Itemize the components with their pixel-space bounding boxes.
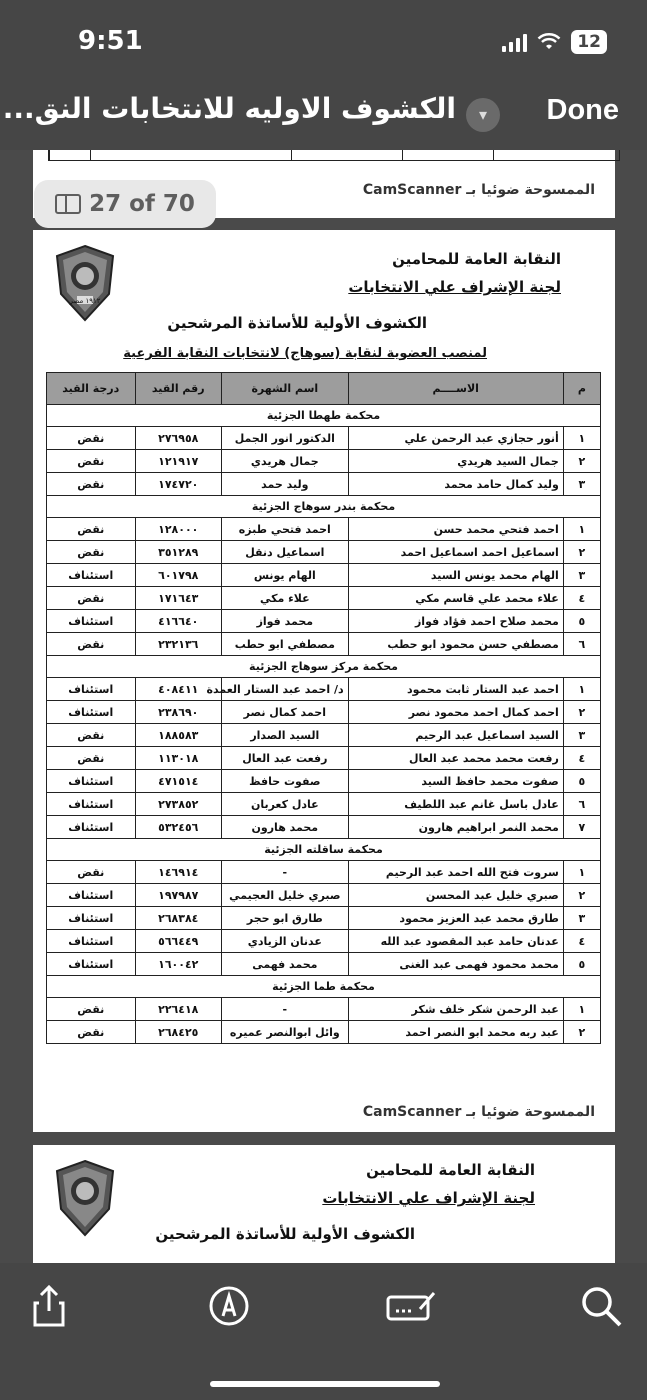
cell-reg: ٤٧١٥١٤: [135, 770, 221, 793]
committee-name: لجنة الإشراف علي الانتخابات: [348, 278, 561, 296]
court-name: محكمة ساقلته الجزئية: [47, 839, 601, 861]
court-row: [47, 496, 601, 518]
cell-reg: ٢٣٨٦٩٠: [135, 701, 221, 724]
table-row: [47, 770, 601, 793]
cell-fame: اسماعيل دنقل: [221, 541, 348, 564]
cell-reg: ٢٧٣٨٥٢: [135, 793, 221, 816]
table-row: [47, 724, 601, 747]
done-button[interactable]: Done: [546, 94, 619, 126]
court-row: [47, 656, 601, 678]
cell-name: اسماعيل احمد اسماعيل احمد: [348, 541, 563, 564]
cell-reg: ٥٣٢٤٥٦: [135, 816, 221, 839]
bar-association-logo-next: [53, 1159, 117, 1237]
cell-num: ٢: [563, 884, 600, 907]
cell-name: مصطفي حسن محمود ابو حطب: [348, 633, 563, 656]
wifi-icon: [537, 33, 561, 51]
status-icons: [502, 30, 607, 54]
scanner-note: الممسوحة ضوئيا بـ CamScanner: [362, 182, 595, 198]
cell-num: ١: [563, 427, 600, 450]
battery-indicator: 12: [571, 30, 607, 54]
table-row: [47, 747, 601, 770]
cell-degree: استئناف: [47, 816, 136, 839]
cell-fame: محمد فواز: [221, 610, 348, 633]
cell-degree: نقض: [47, 473, 136, 496]
candidates-table: [46, 372, 601, 1044]
table-row: [47, 884, 601, 907]
status-time: 9:51: [78, 26, 143, 56]
cell-fame: صبري خليل العجيمي: [221, 884, 348, 907]
cell-name: صبري خليل عبد المحسن: [348, 884, 563, 907]
cell-fame: وائل ابوالنصر عميره: [221, 1021, 348, 1044]
table-body: [47, 405, 601, 1044]
cell-degree: استئناف: [47, 770, 136, 793]
cell-num: ٦: [563, 633, 600, 656]
cell-degree: استئناف: [47, 701, 136, 724]
committee-name-next: لجنة الإشراف علي الانتخابات: [322, 1189, 535, 1207]
previous-table-fragment: [48, 150, 620, 161]
cell-fame: -: [221, 998, 348, 1021]
cell-reg: ١٢١٩١٧: [135, 450, 221, 473]
cell-num: ٤: [563, 747, 600, 770]
cell-fame: علاء مكي: [221, 587, 348, 610]
search-icon[interactable]: [576, 1281, 626, 1331]
cell-reg: ١٧٤٧٢٠: [135, 473, 221, 496]
table-row: [47, 816, 601, 839]
cell-fame: د/ احمد عبد الستار العمدة: [221, 678, 348, 701]
header-num: م: [563, 373, 600, 405]
cell-degree: استئناف: [47, 793, 136, 816]
top-bar: [0, 0, 647, 150]
logo-text: ١٩١٢ مصر: [69, 297, 101, 305]
cell-fame: الدكتور انور الجمل: [221, 427, 348, 450]
cell-name: عدنان حامد عبد المقصود عبد الله: [348, 930, 563, 953]
table-row: [47, 427, 601, 450]
cell-degree: استئناف: [47, 930, 136, 953]
org-name-next: النقابة العامة للمحامين: [366, 1161, 535, 1179]
cell-name: جمال السيد هريدي: [348, 450, 563, 473]
cell-fame: صفوت حافظ: [221, 770, 348, 793]
cell-fame: -: [221, 861, 348, 884]
cell-num: ١: [563, 678, 600, 701]
table-row: [47, 610, 601, 633]
cell-degree: نقض: [47, 587, 136, 610]
court-name: محكمة مركز سوهاج الجزئية: [47, 656, 601, 678]
court-name: محكمة بندر سوهاج الجزئية: [47, 496, 601, 518]
cell-degree: نقض: [47, 518, 136, 541]
cell-degree: استئناف: [47, 564, 136, 587]
cell-degree: نقض: [47, 541, 136, 564]
cell-num: ١: [563, 998, 600, 1021]
cell-num: ٥: [563, 953, 600, 976]
cell-fame: الهام يونس: [221, 564, 348, 587]
cell-reg: ٢٦٨٤٢٥: [135, 1021, 221, 1044]
cell-num: ٧: [563, 816, 600, 839]
cell-reg: ١٩٧٩٨٧: [135, 884, 221, 907]
cell-name: وليد كمال حامد محمد: [348, 473, 563, 496]
cell-degree: نقض: [47, 450, 136, 473]
court-name: محكمة طما الجزئية: [47, 976, 601, 998]
markup-icon[interactable]: [204, 1281, 254, 1331]
chevron-down-icon[interactable]: ▾: [466, 98, 500, 132]
cell-name: عادل باسل غانم عبد اللطيف: [348, 793, 563, 816]
cell-degree: نقض: [47, 747, 136, 770]
cell-num: ٤: [563, 930, 600, 953]
cell-name: عبد ربه محمد ابو النصر احمد: [348, 1021, 563, 1044]
cell-reg: ٥٦٦٤٤٩: [135, 930, 221, 953]
cell-degree: نقض: [47, 633, 136, 656]
cell-reg: ٢٦٨٣٨٤: [135, 907, 221, 930]
cell-num: ٣: [563, 724, 600, 747]
cell-reg: ١٦٠٠٤٢: [135, 953, 221, 976]
cell-num: ٦: [563, 793, 600, 816]
cell-name: عبد الرحمن شكر خلف شكر: [348, 998, 563, 1021]
cell-name: أنور حجازي عبد الرحمن علي: [348, 427, 563, 450]
cell-reg: ٢٧٦٩٥٨: [135, 427, 221, 450]
table-row: [47, 953, 601, 976]
cell-reg: ١٢٨٠٠٠: [135, 518, 221, 541]
court-row: [47, 976, 601, 998]
share-icon[interactable]: [24, 1281, 74, 1331]
org-name: النقابة العامة للمحامين: [392, 250, 561, 268]
cell-fame: احمد كمال نصر: [221, 701, 348, 724]
cell-reg: ٤١٦٦٤٠: [135, 610, 221, 633]
cell-fame: وليد حمد: [221, 473, 348, 496]
bottom-toolbar: [0, 1263, 647, 1400]
header-name: الاســــم: [348, 373, 563, 405]
signature-icon[interactable]: [386, 1281, 436, 1331]
table-row: [47, 861, 601, 884]
cell-num: ٤: [563, 587, 600, 610]
court-name: محكمة طهطا الجزئية: [47, 405, 601, 427]
page-indicator-label: 27 of 70: [89, 191, 195, 217]
table-row: [47, 793, 601, 816]
cell-num: ٢: [563, 701, 600, 724]
court-row: [47, 839, 601, 861]
cell-reg: ٤٠٨٤١١: [135, 678, 221, 701]
cell-degree: استئناف: [47, 610, 136, 633]
cell-num: ٣: [563, 907, 600, 930]
cell-name: احمد عبد الستار ثابت محمود: [348, 678, 563, 701]
cell-fame: مصطفي ابو حطب: [221, 633, 348, 656]
table-row: [47, 1021, 601, 1044]
cell-reg: ٦٠١٧٩٨: [135, 564, 221, 587]
sidebar-icon: [55, 194, 81, 214]
cell-name: احمد كمال احمد محمود نصر: [348, 701, 563, 724]
cell-degree: استئناف: [47, 907, 136, 930]
cell-name: احمد فتحي محمد حسن: [348, 518, 563, 541]
cell-num: ٥: [563, 610, 600, 633]
cell-num: ٢: [563, 450, 600, 473]
table-row: [47, 518, 601, 541]
cell-reg: ٢٣٢١٣٦: [135, 633, 221, 656]
cell-reg: ١٨٨٥٨٣: [135, 724, 221, 747]
cell-name: السيد اسماعيل عبد الرحيم: [348, 724, 563, 747]
pdf-page[interactable]: [33, 230, 615, 1132]
cell-num: ٢: [563, 1021, 600, 1044]
table-row: [47, 678, 601, 701]
table-row: [47, 473, 601, 496]
header-reg: رقم القيد: [135, 373, 221, 405]
table-row: [47, 701, 601, 724]
cellular-signal-icon: [502, 32, 527, 52]
document-title[interactable]: الكشوف الاوليه للانتخابات النق...: [2, 92, 456, 125]
table-row: [47, 541, 601, 564]
list-title: الكشوف الأولية للأساتذة المرشحين: [167, 314, 427, 332]
cell-fame: عادل كعربان: [221, 793, 348, 816]
list-title-next: الكشوف الأولية للأساتذة المرشحين: [155, 1225, 415, 1243]
cell-reg: ٣٥١٢٨٩: [135, 541, 221, 564]
cell-name: محمد صلاح احمد فؤاد فواز: [348, 610, 563, 633]
cell-reg: ٢٢٦٤١٨: [135, 998, 221, 1021]
cell-degree: نقض: [47, 998, 136, 1021]
cell-degree: نقض: [47, 427, 136, 450]
table-row: [47, 998, 601, 1021]
cell-name: رفعت محمد محمد عبد العال: [348, 747, 563, 770]
cell-name: علاء محمد علي قاسم مكي: [348, 587, 563, 610]
table-row: [47, 587, 601, 610]
cell-fame: رفعت عبد العال: [221, 747, 348, 770]
cell-degree: استئناف: [47, 953, 136, 976]
table-row: [47, 450, 601, 473]
cell-num: ٣: [563, 564, 600, 587]
court-row: [47, 405, 601, 427]
scanner-note-main: الممسوحة ضوئيا بـ CamScanner: [362, 1104, 595, 1120]
cell-fame: احمد فتحي طبزه: [221, 518, 348, 541]
header-fame: اسم الشهرة: [221, 373, 348, 405]
next-page[interactable]: [33, 1145, 615, 1263]
cell-name: طارق محمد عبد العزيز محمود: [348, 907, 563, 930]
cell-num: ١: [563, 861, 600, 884]
table-row: [47, 564, 601, 587]
cell-degree: نقض: [47, 861, 136, 884]
cell-fame: طارق ابو حجر: [221, 907, 348, 930]
page-indicator[interactable]: [34, 180, 216, 228]
cell-num: ٢: [563, 541, 600, 564]
table-row: [47, 930, 601, 953]
header-degree: درجة القيد: [47, 373, 136, 405]
cell-degree: نقض: [47, 724, 136, 747]
cell-fame: جمال هريدي: [221, 450, 348, 473]
list-subtitle: لمنصب العضوية لنقابة (سوهاج) لانتخابات النقابة الفرعية: [123, 346, 487, 361]
cell-name: محمد النمر ابراهيم هارون: [348, 816, 563, 839]
table-header-row: [47, 373, 601, 405]
table-row: [47, 907, 601, 930]
cell-num: ٣: [563, 473, 600, 496]
table-row: [47, 633, 601, 656]
cell-reg: ١٤٦٩١٤: [135, 861, 221, 884]
cell-fame: عدنان الزيادي: [221, 930, 348, 953]
home-indicator: [210, 1381, 440, 1387]
cell-fame: محمد هارون: [221, 816, 348, 839]
cell-fame: السيد الصدار: [221, 724, 348, 747]
cell-num: ١: [563, 518, 600, 541]
cell-fame: محمد فهمى: [221, 953, 348, 976]
cell-reg: ١١٣٠١٨: [135, 747, 221, 770]
cell-degree: استئناف: [47, 884, 136, 907]
bar-association-logo: [53, 244, 117, 322]
cell-name: سروت فتح الله احمد عبد الرحيم: [348, 861, 563, 884]
cell-name: محمد محمود فهمى عبد الغنى: [348, 953, 563, 976]
cell-degree: نقض: [47, 1021, 136, 1044]
cell-name: صفوت محمد حافظ السيد: [348, 770, 563, 793]
cell-degree: استئناف: [47, 678, 136, 701]
cell-num: ٥: [563, 770, 600, 793]
cell-name: الهام محمد يونس السيد: [348, 564, 563, 587]
cell-reg: ١٧١٦٤٣: [135, 587, 221, 610]
